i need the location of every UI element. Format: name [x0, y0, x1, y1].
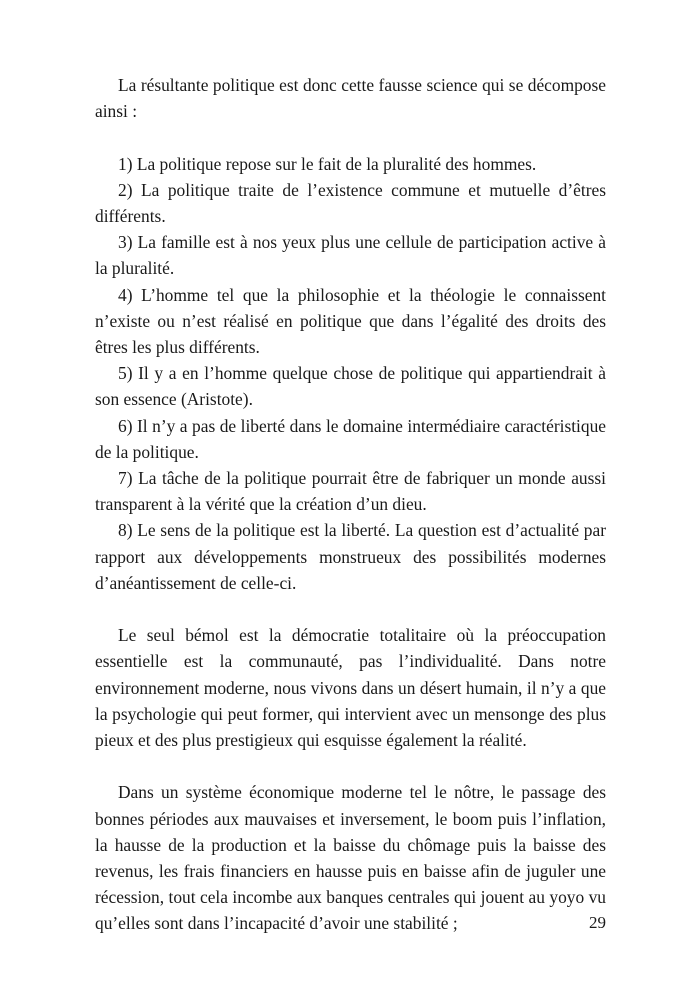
list-item: 6) Il n’y a pas de liberté dans le domaine intermédiaire caractéristique de la politique.	[95, 415, 606, 462]
spacer	[95, 124, 606, 150]
paragraph-economic-system: Dans un système économique moderne tel le nôtre, le passage des bonnes périodes aux mauvaises et inversement, le boom puis l’inflation, la hausse de la production et la baisse du chômage puis la baisse des revenus, les frais financiers en hausse puis en baisse afin de juguler une récession, tout cela incombe aux banques centrales qui jouent au yoyo vu qu’elles sont dans l’incapacité d’avoir une stabilité ;	[95, 782, 606, 934]
paragraph-totalitarian-democracy: Le seul bémol est la démocratie totalitaire où la préoccupation essentielle est la communauté, pas l’individualité. Dans notre environnement moderne, nous vivons dans un désert humain, il n’y a que la psychologie qui peut former, qui intervient avec un mensonge des plus pieux et des plus prestigieux qui esquisse également la réalité.	[95, 625, 606, 751]
list-item: 8) Le sens de la politique est la liberté. La question est d’actualité par rapport aux développements monstrueux des possibilités modernes d’anéantissement de celle-ci.	[95, 520, 606, 593]
numbered-list	[95, 151, 606, 596]
list-item: 2) La politique traite de l’existence commune et mutuelle d’êtres différents.	[95, 179, 606, 226]
page-body	[95, 72, 606, 937]
list-item: 4) L’homme tel que la philosophie et la théologie le connaissent n’existe ou n’est réalisé en politique que dans l’égalité des droits des êtres les plus différents.	[95, 284, 606, 358]
list-item: 1) La politique repose sur le fait de la pluralité des hommes.	[118, 153, 537, 174]
page-number: 29	[589, 913, 606, 932]
spacer	[95, 753, 606, 779]
list-item: 5) Il y a en l’homme quelque chose de politique qui appartiendrait à son essence (Aristote).	[95, 363, 606, 410]
list-item: 3) La famille est à nos yeux plus une cellule de participation active à la pluralité.	[95, 232, 606, 279]
intro-paragraph: La résultante politique est donc cette fausse science qui se décompose ainsi :	[95, 75, 606, 122]
list-item: 7) La tâche de la politique pourrait être de fabriquer un monde aussi transparent à la vérité que la création d’un dieu.	[95, 468, 606, 515]
spacer	[95, 596, 606, 622]
